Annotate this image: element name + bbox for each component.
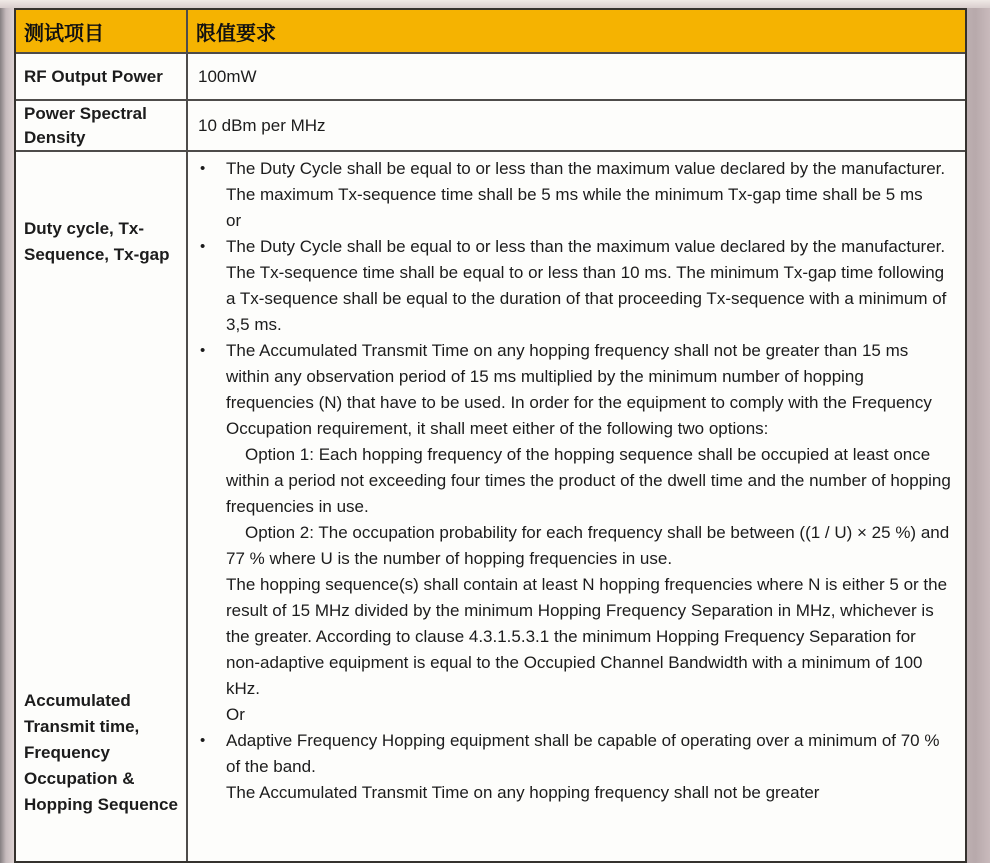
paragraph (188, 208, 951, 234)
test-item-label-accumulated-transmit: Accumulated Transmit time, Frequency Occupation & Hopping Sequence (24, 691, 178, 814)
table-header-row (16, 10, 965, 54)
test-limits-table (14, 8, 967, 863)
test-item-label-duty-cycle: Duty cycle, Tx-Sequence, Tx-gap (24, 219, 170, 264)
paragraph-text: or (226, 211, 242, 230)
table-row-merged (16, 152, 965, 861)
bullet-paragraph (188, 338, 951, 442)
limit-value: 10 dBm per MHz (198, 115, 326, 135)
row-value-cell (188, 101, 965, 150)
paragraph-text: Option 2: The occupation probability for each frequency shall be between ((1 / U) × 25 %) and 77 % where U is the number of hopping frequencies in use. (226, 523, 950, 568)
bullet-icon: • (200, 732, 206, 749)
paragraph (188, 780, 951, 806)
header-label-test-item: 测试项目 (24, 22, 104, 45)
row-label-cell (16, 152, 188, 861)
paragraph-text: The Duty Cycle shall be equal to or less than the maximum value declared by the manufacturer. The maximum Tx-sequence time shall be 5 ms while the minimum Tx-gap time shall be 5 ms (226, 159, 946, 204)
bullet-icon: • (200, 342, 206, 359)
paragraph (188, 572, 951, 702)
bullet-icon: • (200, 160, 206, 177)
bullet-paragraph (188, 728, 951, 780)
header-label-limit-requirement: 限值要求 (196, 22, 276, 45)
header-cell-limit-requirement (188, 10, 965, 52)
table-row (16, 54, 965, 101)
header-cell-test-item (16, 10, 188, 52)
paragraph-text: Or (226, 705, 245, 724)
bullet-icon: • (200, 238, 206, 255)
row-value-cell (188, 54, 965, 99)
paragraph-text: Adaptive Frequency Hopping equipment shall be capable of operating over a minimum of 70 % of the band. (226, 731, 940, 776)
option-1-paragraph (188, 442, 951, 520)
paragraph-text: The Duty Cycle shall be equal to or less than the maximum value declared by the manufacturer. The Tx-sequence time shall be equal to or less than 10 ms. The minimum Tx-gap time following a Tx-sequence shall be equal to the duration of that proceeding Tx-sequence with a minimum of 3,5 ms. (226, 237, 947, 334)
paragraph-text: Option 1: Each hopping frequency of the hopping sequence shall be occupied at least once within a period not exceeding four times the product of the dwell time and the number of hopping frequencies in use. (226, 445, 951, 516)
row-label-cell (16, 54, 188, 99)
paragraph-text: The hopping sequence(s) shall contain at least N hopping frequencies where N is either 5 or the result of 15 MHz divided by the minimum Hopping Frequency Separation in MHz, whichever is the greater. According to clause 4.3.1.5.3.1 the minimum Hopping Frequency Separation for non-adaptive equipment is equal to the Occupied Channel Bandwidth with a minimum of 100 kHz. (226, 575, 948, 698)
limit-requirements-content (188, 152, 965, 861)
test-item-label: RF Output Power (24, 66, 163, 86)
bullet-paragraph (188, 234, 951, 338)
table-row (16, 101, 965, 152)
option-2-paragraph (188, 520, 951, 572)
paragraph-text: The Accumulated Transmit Time on any hopping frequency shall not be greater than 15 ms within any observation period of 15 ms multiplied by the minimum number of hopping frequencies (N) that have to be used. In order for the equipment to comply with the Frequency Occupation requirement, it shall meet either of the following two options: (226, 341, 932, 438)
paragraph-text: The Accumulated Transmit Time on any hopping frequency shall not be greater (226, 783, 820, 802)
row-label-cell (16, 101, 188, 150)
limit-value: 100mW (198, 66, 257, 86)
paragraph (188, 702, 951, 728)
bullet-paragraph (188, 156, 951, 208)
test-item-label: Power Spectral Density (24, 103, 147, 147)
